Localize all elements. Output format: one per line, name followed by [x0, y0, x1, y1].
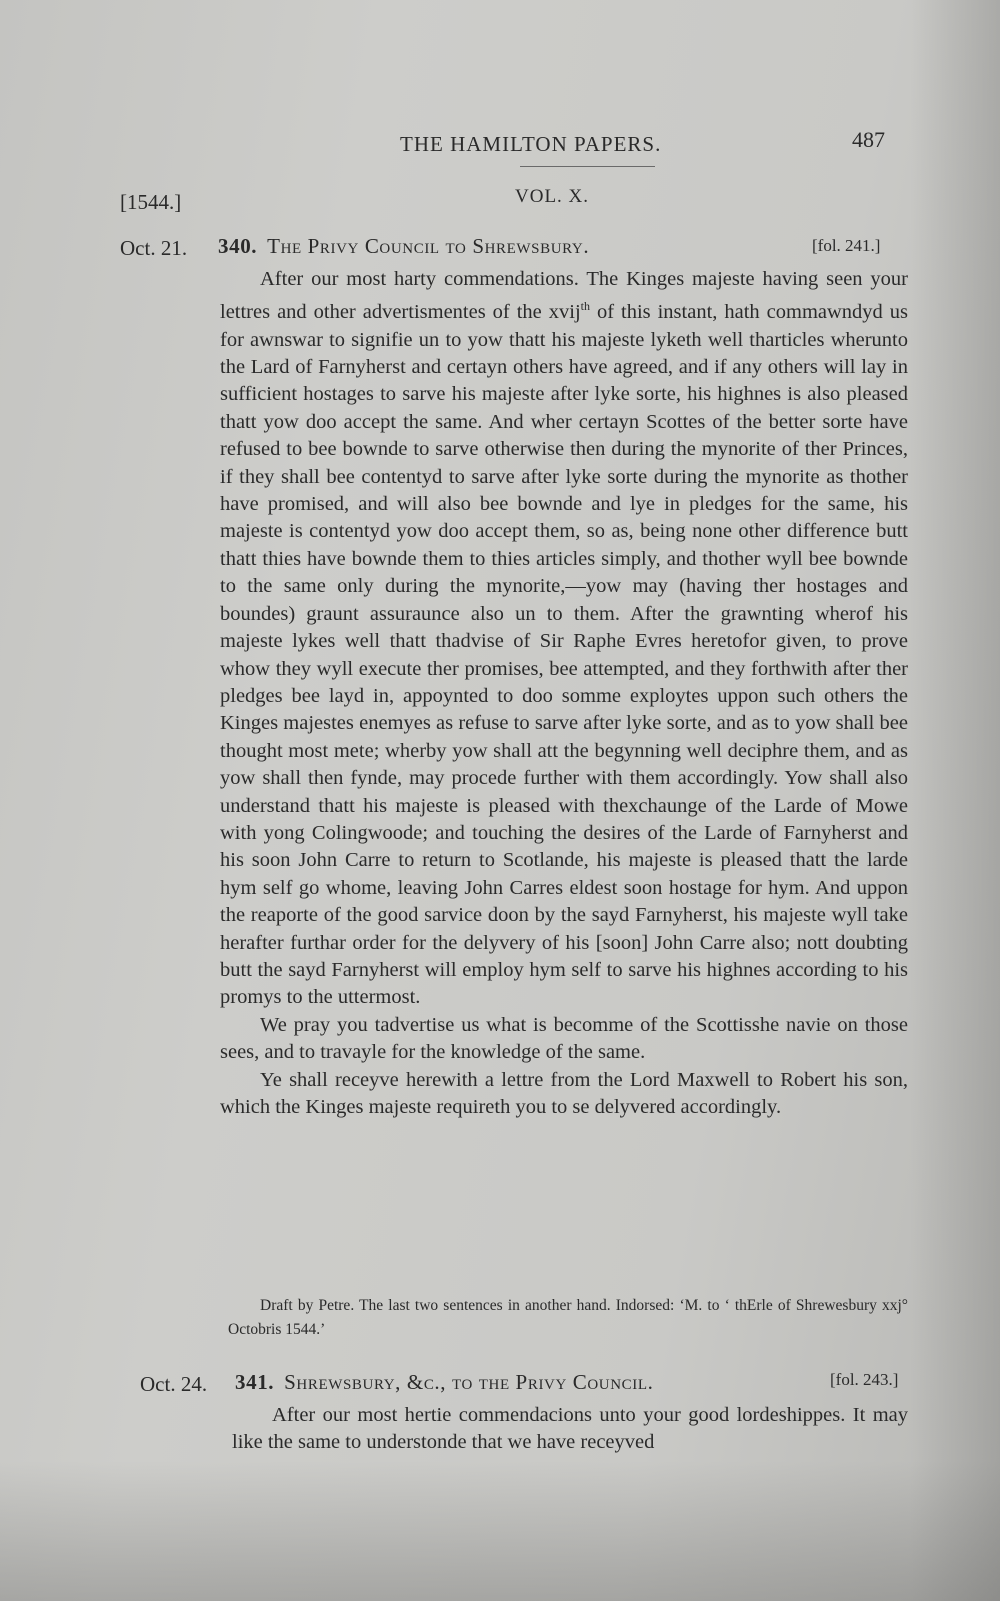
- entry-date: Oct. 21.: [120, 236, 188, 260]
- entry-number: 341.: [235, 1370, 275, 1394]
- running-title: THE HAMILTON PAPERS.: [400, 132, 662, 156]
- editorial-note: [228, 1294, 908, 1342]
- title-rule: [520, 166, 655, 167]
- note-text: Draft by Petre. The last two sentences in another hand. Indorsed: ‘M. to ‘ thErle of Shrewesbury xxj° Octobris 1544.’: [228, 1297, 908, 1338]
- letter-body: [232, 1402, 908, 1457]
- entry-heading: [235, 1370, 653, 1395]
- superscript: th: [580, 299, 590, 314]
- paragraph: After our most hertie commendacions unto your good lordeshippes. It may like the same to understonde that we have receyved: [232, 1404, 908, 1454]
- paragraph: After our most harty commendations. The Kinges majeste having seen your lettres and other advertismentes of the xvij$^{th}$ of this instant, hath commawndyd us for awnswar to signifie un to yow thatt his majeste lyketh well tharticles wherunto the Lard of Farnyherst and certayn others have agreed, and if any others will lay in sufficient hostages to sarve his majeste after lyke sorte, his highnes is also pleased thatt yow doo accept the same. And wher certayn Scottes of the better sorte have refused to bee bownde to sarve otherwise then during the mynorite of ther Princes, if they shall bee contentyd to sarve after lyke sorte during the mynorite as thother have promised, and will also bee bownde and lye in pledges for the same, his majeste is contentyd yow doo accept them, so as, being none other difference butt thatt thies have bownde them to thies articles simply, and thother wyll bee bownde to the same only during the mynorite,—yow may (having ther hostages and boundes) graunt assuraunce also un to them. After the grawnting wherof his majeste lykes well thatt thadvise of Sir Raphe Evres heretofor given, to prove whow they wyll execute ther promises, bee attempted, and they forthwith after ther pledges bee layd in, appoynted to doo somme exploytes uppon such others the Kinges majestes enemyes as refuse to sarve after lyke sorte, and as to yow shall bee thought most mete; wherby yow shall att the begynning well deciphre them, and as yow shall then fynde, may procede further with them accordingly. Yow shall also understand thatt his majeste is pleased with thexchaunge of the Larde of Mowe with yong Colingwoode; and touching the desires of the Larde of Farnyherst and his soon John Carre to return to Scotlande, his majeste is pleased thatt the larde hym self go whome, leaving John Carres eldest soon hostage for hym. And uppon the reaporte of the good sarvice doon by the sayd Farnyherst, his majeste wyll take herafter furthar order for the delyvery of his [soon] John Carre also; nott doubting butt the sayd Farnyherst will employ hym self to sarve his highnes according to his promys to the uttermost.: [220, 268, 908, 1009]
- folio-reference: [fol. 243.]: [830, 1370, 899, 1389]
- entry-title: Shrewsbury, &c., to the Privy Council.: [284, 1370, 654, 1394]
- page-bottom-shadow: [0, 1461, 1000, 1601]
- paragraph: We pray you tadvertise us what is becomme of the Scottisshe navie on those sees, and to travayle for the knowledge of the same.: [220, 1013, 908, 1064]
- entry-heading: [218, 234, 589, 259]
- letter-body: [220, 266, 908, 1121]
- entry-number: 340.: [218, 234, 258, 258]
- entry-title: The Privy Council to Shrewsbury.: [267, 234, 590, 258]
- folio-reference: [fol. 241.]: [812, 236, 881, 255]
- year-marker: [1544.]: [120, 190, 182, 214]
- page-number: 487: [852, 127, 885, 152]
- volume-label: VOL. X.: [515, 186, 590, 207]
- page-edge-shadow: [910, 0, 1000, 1601]
- entry-date: Oct. 24.: [140, 1372, 208, 1396]
- paragraph: Ye shall receyve herewith a lettre from the Lord Maxwell to Robert his son, which the Kinges majeste requireth you to se delyvered accordingly.: [220, 1068, 908, 1119]
